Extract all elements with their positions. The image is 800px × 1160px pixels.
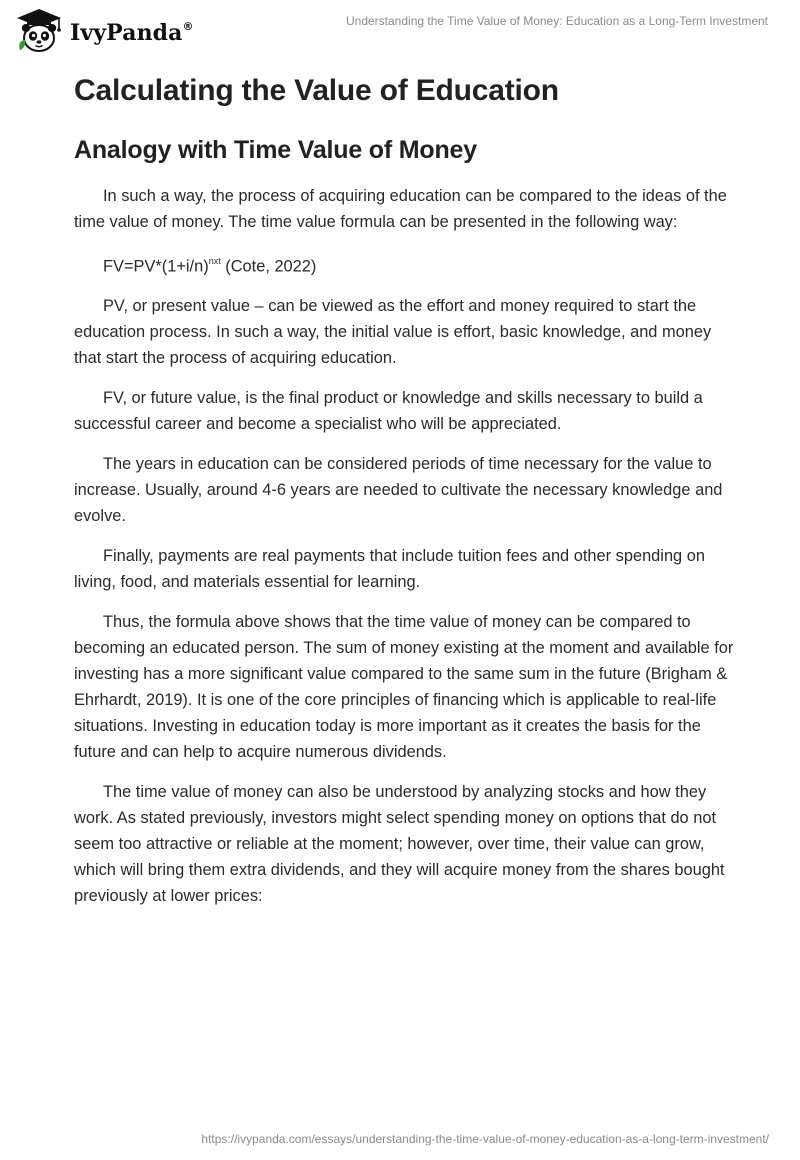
paragraph: PV, or present value – can be viewed as the effort and money required to start the education process. In such a way, the initial value is effort, basic knowledge, and money that start the process of acquiring education. [74, 297, 712, 368]
formula-base: FV=PV*(1+i/n) [103, 257, 209, 276]
ivypanda-logo[interactable] [14, 7, 194, 57]
formula-exponent: nxt [208, 256, 221, 266]
brand-name-text: IvyPanda [70, 20, 183, 46]
formula-citation: (Cote, 2022) [220, 257, 317, 276]
paragraph: FV, or future value, is the final product or knowledge and skills necessary to build a successful career and become a specialist who will be appreciated. [74, 389, 703, 434]
paragraph: Finally, payments are real payments that include tuition fees and other spending on living, food, and materials essential for learning. [74, 547, 705, 592]
paragraph: The time value of money can also be understood by analyzing stocks and how they work. As stated previously, investors might select spending money on options that do not seem too attractive or reliable at the moment; however, over time, their value can grow, which will bring them extra dividends, and they will acquire money from the shares bought previously at lower prices: [74, 783, 725, 906]
page-title: Calculating the Value of Education [74, 74, 559, 107]
paragraph: Thus, the formula above shows that the time value of money can be compared to becoming an educated person. The sum of money existing at the moment and available for investing has a more significant value compared to the same sum in the future (Brigham & Ehrhardt, 2019). It is one of the core principles of financing which is applicable to real-life situations. Investing in education today is more important as it creates the basis for the future and can help to acquire numerous dividends. [74, 613, 734, 762]
intro-paragraph: In such a way, the process of acquiring education can be compared to the ideas of the time value of money. The time value formula can be presented in the following way: [74, 187, 727, 231]
registered-mark: ® [182, 19, 194, 33]
brand-name [70, 20, 194, 46]
formula [74, 249, 734, 279]
page-header [0, 0, 800, 62]
paragraph: The years in education can be considered periods of time necessary for the value to increase. Usually, around 4-6 years are needed to cultivate the necessary knowledge and evolve. [74, 455, 723, 526]
running-title: Understanding the Time Value of Money: Education as a Long-Term Investment [345, 14, 768, 28]
source-url[interactable]: https://ivypanda.com/essays/understanding-the-time-value-of-money-education-as-a-long-term-investment/ [201, 1132, 769, 1146]
panda-graduate-icon [14, 7, 64, 57]
article-body [74, 72, 734, 909]
section-heading: Analogy with Time Value of Money [74, 136, 477, 164]
